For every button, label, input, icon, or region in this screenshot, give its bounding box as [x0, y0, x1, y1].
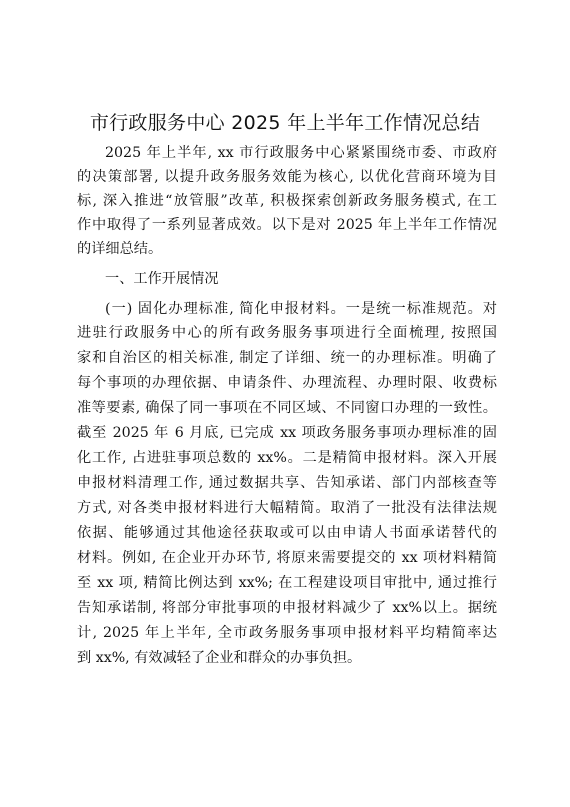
paragraph-line: 至 xx 项, 精简比例达到 xx%; 在工程建设项目审批中, 通过推行: [77, 575, 497, 591]
paragraph-line: 2025 年上半年, xx 市行政服务中心紧紧围绕市委、市政府: [105, 145, 497, 161]
paragraph-line: 依据、能够通过其他途径获取或可以由申请人书面承诺替代的: [77, 525, 497, 541]
section-heading: 一、工作开展情况: [105, 271, 219, 287]
paragraph-line: 到 xx%, 有效减轻了企业和群众的办事负担。: [77, 650, 362, 666]
paragraph-line: 截至 2025 年 6 月底, 已完成 xx 项政务服务事项办理标准的固: [77, 425, 497, 441]
paragraph-line: 化工作, 占进驻事项总数的 xx%。二是精简申报材料。深入开展: [77, 450, 497, 466]
paragraph-line: 进驻行政服务中心的所有政务服务事项进行全面梳理, 按照国: [77, 325, 497, 341]
paragraph-line: 申报材料清理工作, 通过数据共享、告知承诺、部门内部核查等: [77, 475, 497, 491]
paragraph-line: 告知承诺制, 将部分审批事项的申报材料减少了 xx%以上。据统: [77, 600, 497, 616]
paragraph-line: 计, 2025 年上半年, 全市政务服务事项申报材料平均精简率达: [77, 625, 497, 641]
paragraph-line: 方式, 对各类申报材料进行大幅精简。取消了一批没有法律法规: [77, 500, 497, 516]
paragraph-line: (一) 固化办理标准, 简化申报材料。一是统一标准规范。对: [105, 301, 497, 317]
paragraph-line: 的详细总结。: [77, 241, 163, 257]
paragraph-line: 作中取得了一系列显著成效。以下是对 2025 年上半年工作情况: [77, 217, 497, 233]
document-title: 市行政服务中心 2025 年上半年工作情况总结: [89, 112, 481, 134]
paragraph-line: 每个事项的办理依据、申请条件、办理流程、办理时限、收费标: [77, 375, 497, 391]
paragraph-line: 家和自治区的相关标准, 制定了详细、统一的办理标准。明确了: [77, 350, 497, 366]
paragraph-line: 的决策部署, 以提升政务服务效能为核心, 以优化营商环境为目: [77, 169, 497, 185]
paragraph-line: 标, 深入推进“放管服”改革, 积极探索创新政务服务模式, 在工: [77, 193, 497, 209]
paragraph-line: 准等要素, 确保了同一事项在不同区域、不同窗口办理的一致性。: [77, 400, 497, 416]
paragraph-line: 材料。例如, 在企业开办环节, 将原来需要提交的 xx 项材料精简: [77, 550, 497, 566]
